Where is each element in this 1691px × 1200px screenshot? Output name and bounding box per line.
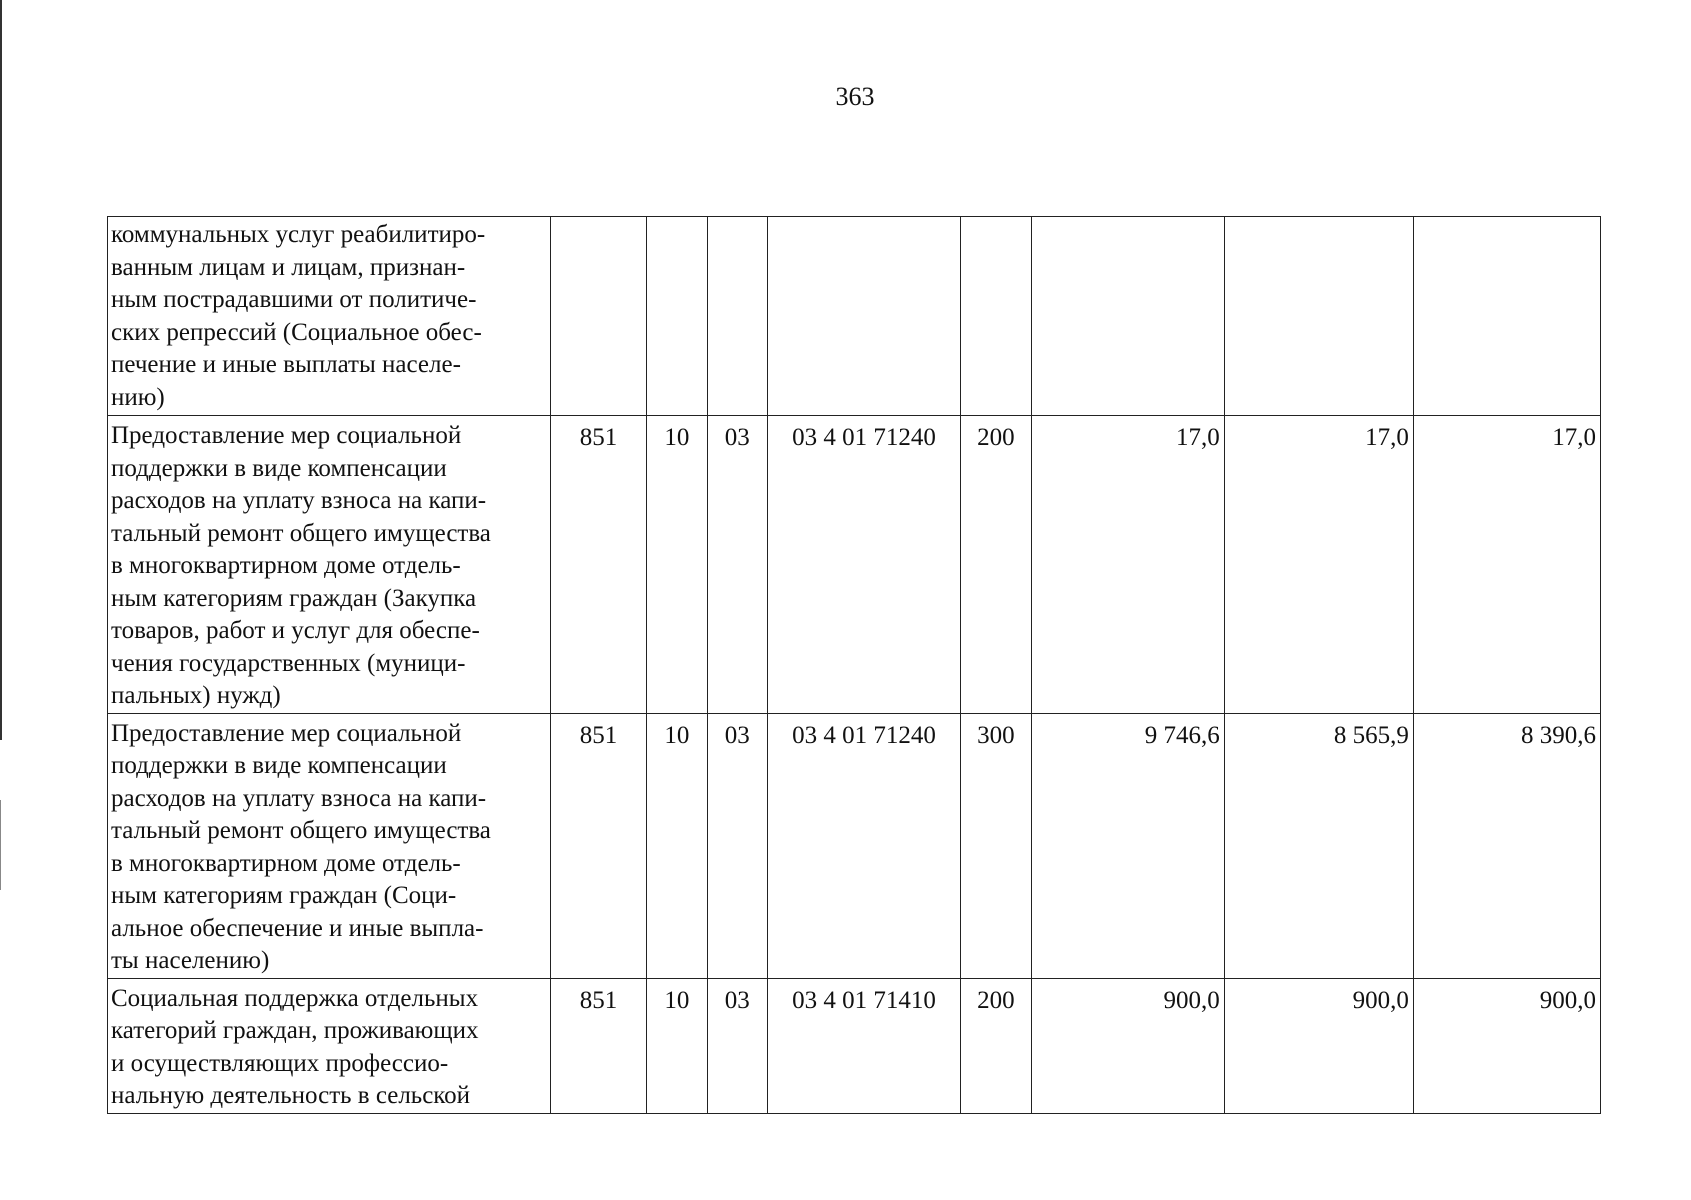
target-article-cell: 03 4 01 71410 [767,978,960,1113]
sum-year-1-cell: 17,0 [1031,416,1224,714]
row-name-cell: Социальная поддержка отдельных категорий граждан, проживающих и осуществляющих профессио- нальную деятельность в сельской [108,978,551,1113]
table-row [108,416,1601,714]
expense-type-cell: 200 [961,416,1031,714]
table-row [108,978,1601,1113]
budget-table [107,216,1601,1114]
subsection-code-cell: 03 [707,978,767,1113]
target-article-cell: 03 4 01 71240 [767,713,960,978]
sum-year-2-cell: 900,0 [1224,978,1413,1113]
row-name-cell: коммунальных услуг реабилитиро- ванным лицам и лицам, признан- ным пострадавшими от политиче- ских репрессий (Социальное обес- печение и иные выплаты населе- нию) [108,217,551,416]
ministry-code-cell: 851 [550,978,647,1113]
ministry-code-cell [550,217,647,416]
section-code-cell: 10 [647,978,707,1113]
section-code-cell: 10 [647,713,707,978]
sum-year-1-cell: 9 746,6 [1031,713,1224,978]
section-code-cell [647,217,707,416]
row-name-cell: Предоставление мер социальной поддержки в виде компенсации расходов на уплату взноса на капи- тальный ремонт общего имущества в многоквартирном доме отдель- ным категориям граждан (Закупка товаров, работ и услуг для обеспе- чения государственных (муници- пальных) нужд) [108,416,551,714]
subsection-code-cell [707,217,767,416]
sum-year-3-cell: 900,0 [1413,978,1600,1113]
subsection-code-cell: 03 [707,713,767,978]
row-name-cell: Предоставление мер социальной поддержки в виде компенсации расходов на уплату взноса на капи- тальный ремонт общего имущества в многоквартирном доме отдель- ным категориям граждан (Соци- альное обеспечение и иные выпла- ты населению) [108,713,551,978]
page-number: 363 [835,82,875,111]
subsection-code-cell: 03 [707,416,767,714]
expense-type-cell: 300 [961,713,1031,978]
ministry-code-cell: 851 [550,416,647,714]
scan-left-edge-lower [0,800,1,890]
sum-year-3-cell [1413,217,1600,416]
expense-type-cell [961,217,1031,416]
expense-type-cell: 200 [961,978,1031,1113]
sum-year-2-cell: 8 565,9 [1224,713,1413,978]
sum-year-3-cell: 17,0 [1413,416,1600,714]
target-article-cell [767,217,960,416]
sum-year-3-cell: 8 390,6 [1413,713,1600,978]
sum-year-1-cell [1031,217,1224,416]
sum-year-2-cell: 17,0 [1224,416,1413,714]
sum-year-2-cell [1224,217,1413,416]
sum-year-1-cell: 900,0 [1031,978,1224,1113]
table-row [108,713,1601,978]
table-row [108,217,1601,416]
ministry-code-cell: 851 [550,713,647,978]
section-code-cell: 10 [647,416,707,714]
target-article-cell: 03 4 01 71240 [767,416,960,714]
